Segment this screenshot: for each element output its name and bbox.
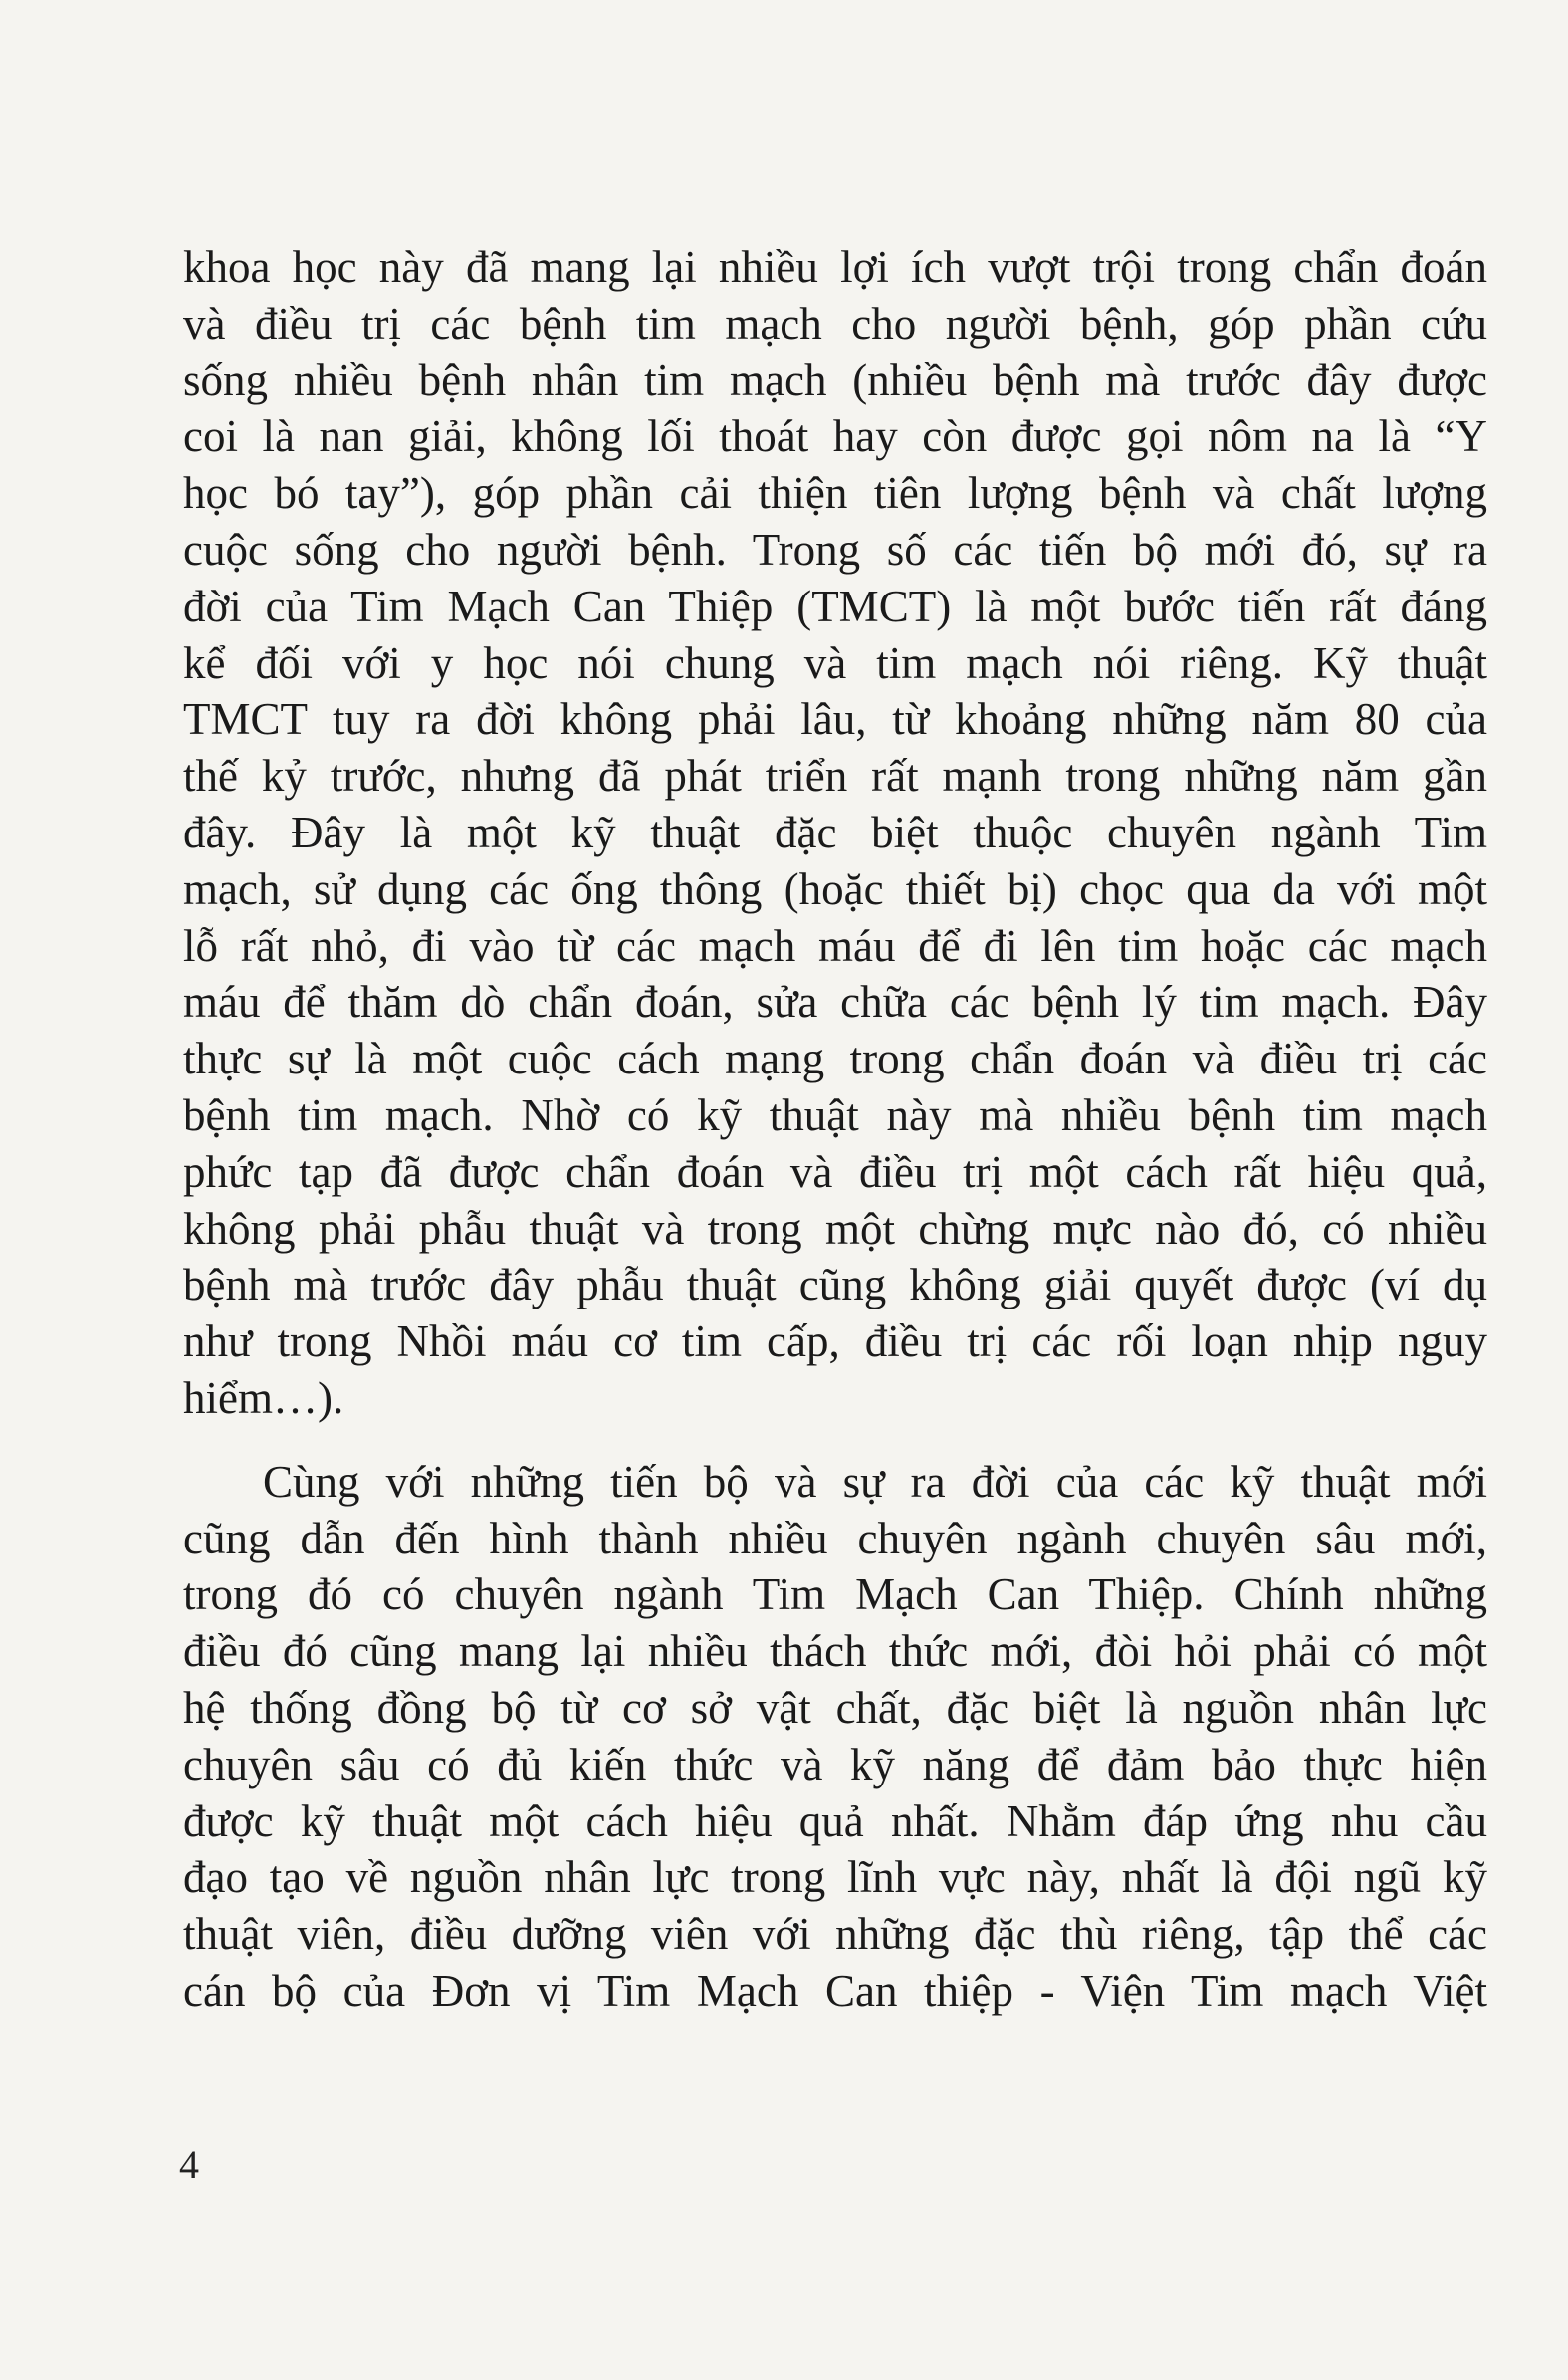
text-line: phức tạp đã được chẩn đoán và điều trị một cách rất hiệu quả, bbox=[183, 1146, 1487, 1197]
text-line: chuyên sâu có đủ kiến thức và kỹ năng để đảm bảo thực hiện bbox=[183, 1739, 1487, 1789]
text-line: bệnh mà trước đây phẫu thuật cũng không giải quyết được (ví dụ bbox=[183, 1260, 1487, 1310]
paragraph-1 bbox=[183, 239, 1487, 1427]
text-line: khoa học này đã mang lại nhiều lợi ích vượt trội trong chẩn đoán bbox=[183, 242, 1487, 292]
text-line: và điều trị các bệnh tim mạch cho người bệnh, góp phần cứu bbox=[183, 298, 1487, 349]
text-line: thế kỷ trước, nhưng đã phát triển rất mạnh trong những năm gần bbox=[183, 751, 1487, 802]
text-line: cuộc sống cho người bệnh. Trong số các tiến bộ mới đó, sự ra bbox=[183, 524, 1487, 575]
text-line: học bó tay”), góp phần cải thiện tiên lượng bệnh và chất lượng bbox=[183, 468, 1487, 519]
text-line: như trong Nhồi máu cơ tim cấp, điều trị các rối loạn nhịp nguy bbox=[183, 1316, 1487, 1367]
text-line: bệnh tim mạch. Nhờ có kỹ thuật này mà nhiều bệnh tim mạch bbox=[183, 1089, 1487, 1140]
text-line: thuật viên, điều dưỡng viên với những đặc thù riêng, tập thể các bbox=[183, 1909, 1487, 1960]
text-line: cán bộ của Đơn vị Tim Mạch Can thiệp - Viện Tim mạch Việt bbox=[183, 1965, 1487, 2016]
text-line: kể đối với y học nói chung và tim mạch nói riêng. Kỹ thuật bbox=[183, 637, 1487, 688]
text-line: cũng dẫn đến hình thành nhiều chuyên ngành chuyên sâu mới, bbox=[183, 1513, 1487, 1563]
text-line: hệ thống đồng bộ từ cơ sở vật chất, đặc biệt là nguồn nhân lực bbox=[183, 1682, 1487, 1733]
text-line: không phải phẫu thuật và trong một chừng mực nào đó, có nhiều bbox=[183, 1203, 1487, 1254]
text-line: Cùng với những tiến bộ và sự ra đời của các kỹ thuật mới bbox=[263, 1456, 1487, 1507]
text-line: mạch, sử dụng các ống thông (hoặc thiết bị) chọc qua da với một bbox=[183, 863, 1487, 914]
text-line: đạo tạo về nguồn nhân lực trong lĩnh vực này, nhất là đội ngũ kỹ bbox=[183, 1852, 1487, 1903]
text-line: TMCT tuy ra đời không phải lâu, từ khoảng những năm 80 của bbox=[183, 694, 1487, 745]
text-line: trong đó có chuyên ngành Tim Mạch Can Thiệp. Chính những bbox=[183, 1569, 1487, 1620]
text-line: đây. Đây là một kỹ thuật đặc biệt thuộc chuyên ngành Tim bbox=[183, 807, 1487, 857]
body-text bbox=[183, 239, 1487, 2020]
text-line: lỗ rất nhỏ, đi vào từ các mạch máu để đi lên tim hoặc các mạch bbox=[183, 920, 1487, 971]
text-line: đời của Tim Mạch Can Thiệp (TMCT) là một bước tiến rất đáng bbox=[183, 581, 1487, 631]
text-line: được kỹ thuật một cách hiệu quả nhất. Nhằm đáp ứng nhu cầu bbox=[183, 1795, 1487, 1846]
text-line: điều đó cũng mang lại nhiều thách thức mới, đòi hỏi phải có một bbox=[183, 1626, 1487, 1677]
paragraph-2 bbox=[183, 1454, 1487, 2020]
text-line: máu để thăm dò chẩn đoán, sửa chữa các bệnh lý tim mạch. Đây bbox=[183, 977, 1487, 1028]
text-line: sống nhiều bệnh nhân tim mạch (nhiều bệnh mà trước đây được bbox=[183, 355, 1487, 405]
page-number: 4 bbox=[179, 2142, 199, 2187]
text-line: hiểm…). bbox=[183, 1372, 344, 1423]
text-line: thực sự là một cuộc cách mạng trong chẩn đoán và điều trị các bbox=[183, 1034, 1487, 1084]
text-line: coi là nan giải, không lối thoát hay còn được gọi nôm na là “Y bbox=[183, 411, 1487, 462]
